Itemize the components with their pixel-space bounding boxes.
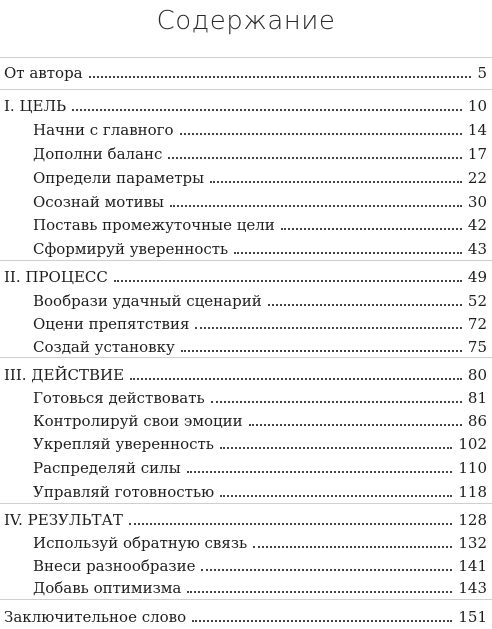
toc-section[interactable] (4, 266, 487, 286)
toc-page-number: 10 (467, 97, 487, 115)
toc-page-number: 30 (467, 193, 487, 211)
dot-leader (249, 424, 462, 426)
toc-entry-title: Начни с главного (33, 121, 174, 139)
toc-page-number: 110 (458, 459, 487, 477)
toc-entry-title: Укрепляй уверенность (33, 435, 214, 453)
toc-entry[interactable] (33, 167, 487, 187)
toc-entry[interactable] (33, 290, 487, 310)
toc-entry-title: II. ПРОЦЕСС (4, 268, 108, 286)
toc-entry-title: Добавь оптимизма (33, 579, 182, 597)
dot-leader (89, 76, 472, 78)
toc-entry-title: Готовься действовать (33, 389, 205, 407)
toc-section[interactable] (4, 95, 487, 115)
separator (0, 357, 492, 358)
toc-entry-title: Создай установку (33, 338, 175, 356)
dot-leader (220, 495, 452, 497)
toc-page-number: 132 (458, 534, 487, 552)
dot-leader (195, 327, 461, 329)
toc-page-number: 72 (467, 315, 487, 333)
toc-page-number: 5 (477, 64, 487, 82)
toc-page-number: 52 (467, 292, 487, 310)
dot-leader (114, 280, 462, 282)
dot-leader (187, 591, 452, 593)
toc-page-number: 151 (458, 608, 487, 626)
separator (0, 89, 492, 90)
toc-entry-title: Определи параметры (33, 169, 205, 187)
dot-leader (181, 350, 462, 352)
toc-page-number: 43 (467, 240, 487, 258)
toc-entry[interactable] (33, 481, 487, 501)
dot-leader (170, 205, 462, 207)
dot-leader (129, 523, 452, 525)
toc-entry-title: Заключительное слово (4, 608, 187, 626)
toc-page-number: 128 (458, 511, 487, 529)
toc-section[interactable] (4, 509, 487, 529)
dot-leader (220, 447, 452, 449)
dot-leader (180, 133, 462, 135)
toc-entry[interactable] (33, 577, 487, 597)
toc-entry-title: От автора (4, 64, 83, 82)
toc-entry[interactable] (33, 433, 487, 453)
toc-page-number: 49 (467, 268, 487, 286)
toc-page-number: 75 (467, 338, 487, 356)
dot-leader (168, 157, 462, 159)
toc-entry[interactable] (33, 387, 487, 407)
dot-leader (253, 546, 452, 548)
toc-entry[interactable] (33, 143, 487, 163)
separator (0, 599, 492, 600)
toc-entry-title: IV. РЕЗУЛЬТАТ (4, 511, 123, 529)
toc-entry-title: Оцени препятствия (33, 315, 190, 333)
toc-page-number: 14 (467, 121, 487, 139)
toc-entry[interactable] (33, 336, 487, 356)
dot-leader (201, 569, 452, 571)
separator (0, 57, 492, 58)
dot-leader (234, 252, 462, 254)
toc-entry-title: Используй обратную связь (33, 534, 248, 552)
toc-section[interactable] (4, 364, 487, 384)
toc-entry-title: Поставь промежуточные цели (33, 216, 275, 234)
toc-entry-title: Распределяй силы (33, 459, 181, 477)
page-title: Содержание (156, 6, 336, 36)
toc-entry[interactable] (33, 532, 487, 552)
toc-page-number: 17 (467, 145, 487, 163)
toc-page-number: 22 (467, 169, 487, 187)
toc-entry-title: Дополни баланс (33, 145, 163, 163)
dot-leader (130, 378, 462, 380)
toc-entry[interactable] (4, 606, 487, 626)
toc-page-number: 118 (458, 483, 487, 501)
toc-entry-title: Вообрази удачный сценарий (33, 292, 262, 310)
toc-entry[interactable] (33, 119, 487, 139)
dot-leader (268, 304, 462, 306)
dot-leader (192, 620, 452, 622)
toc-entry-title: Контролируй свои эмоции (33, 412, 243, 430)
toc-entry[interactable] (33, 191, 487, 211)
toc-entry[interactable] (33, 238, 487, 258)
toc-entry-title: Сформируй уверенность (33, 240, 229, 258)
toc-entry[interactable] (33, 214, 487, 234)
dot-leader (72, 109, 462, 111)
toc-page-number: 42 (467, 216, 487, 234)
dot-leader (187, 471, 453, 473)
dot-leader (210, 181, 462, 183)
dot-leader (211, 401, 462, 403)
toc-entry-title: I. ЦЕЛЬ (4, 97, 67, 115)
toc-page-number: 141 (458, 557, 487, 575)
toc-page-number: 81 (467, 389, 487, 407)
separator (0, 260, 492, 261)
toc-page-number: 80 (467, 366, 487, 384)
toc-page-number: 102 (458, 435, 487, 453)
toc-entry-title: Осознай мотивы (33, 193, 164, 211)
separator (0, 503, 492, 504)
toc-entry-title: III. ДЕЙСТВИЕ (4, 366, 125, 384)
dot-leader (281, 228, 462, 230)
toc-page-number: 86 (467, 412, 487, 430)
toc-entry[interactable] (33, 555, 487, 575)
toc-entry[interactable] (33, 457, 487, 477)
toc-entry[interactable] (33, 313, 487, 333)
toc-entry[interactable] (4, 62, 487, 82)
toc-entry[interactable] (33, 410, 487, 430)
toc-page-number: 143 (458, 579, 487, 597)
toc-entry-title: Управляй готовностью (33, 483, 215, 501)
toc-entry-title: Внеси разнообразие (33, 557, 196, 575)
